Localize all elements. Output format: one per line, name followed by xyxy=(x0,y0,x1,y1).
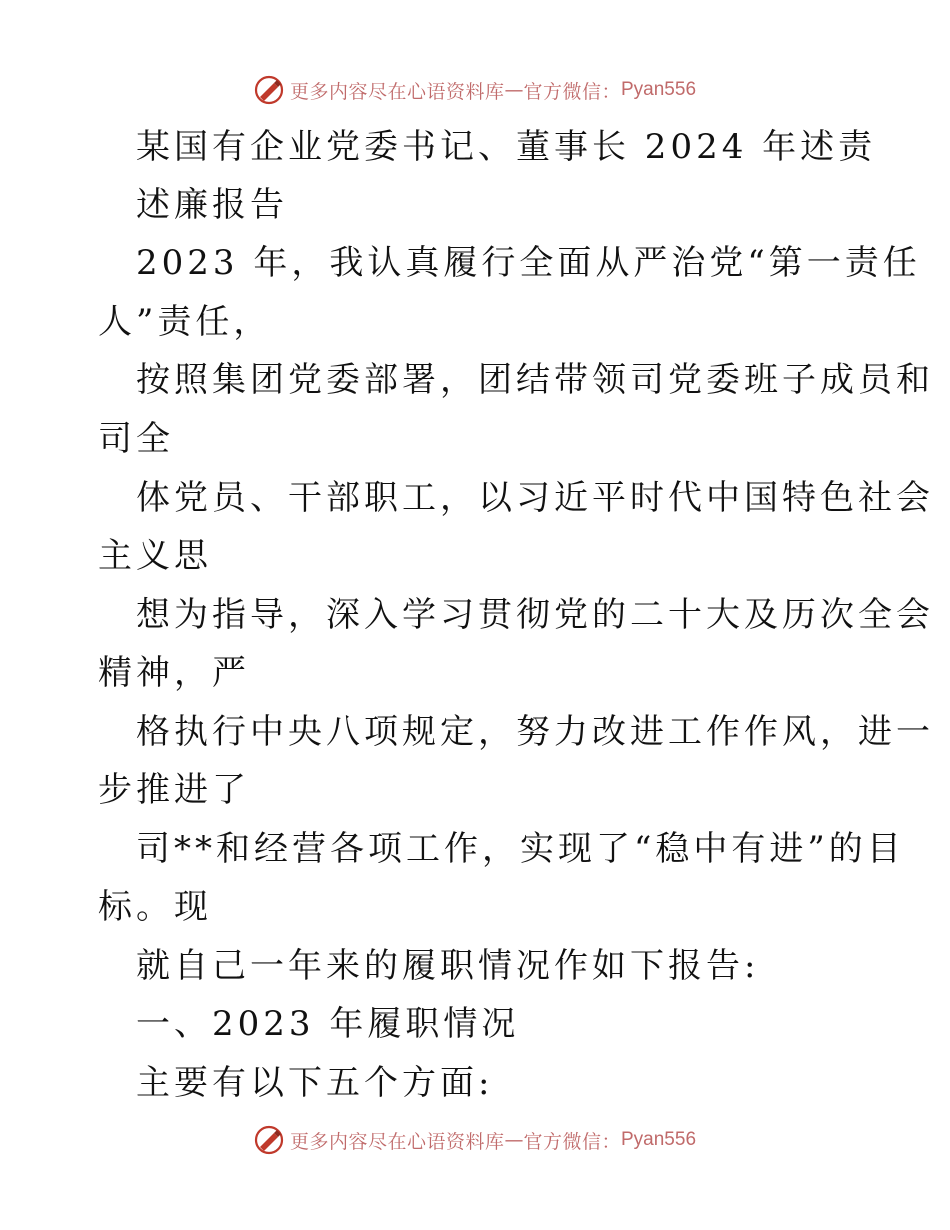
paragraph-line: 体党员、干部职工，以习近平时代中国特色社会 xyxy=(136,478,934,518)
paragraph-line: 人”责任， xyxy=(98,302,272,342)
banner-text: 更多内容尽在心语资料库 xyxy=(289,1130,505,1153)
banner-separator: — xyxy=(504,1129,524,1151)
document-title-line-1: 某国有企业党委书记、董事长 2024 年述责 xyxy=(136,127,877,167)
paragraph-line: 主义思 xyxy=(98,536,212,576)
paragraph-line: 格执行中央八项规定，努力改进工作作风，进一 xyxy=(136,712,934,752)
banner-wechat-label: 官方微信： xyxy=(523,80,621,103)
banner-wechat-label: 官方微信： xyxy=(523,1130,621,1153)
paragraph-line: 主要有以下五个方面: xyxy=(136,1063,494,1103)
paragraph-line: 精神，严 xyxy=(98,653,250,693)
banner-wechat-id: Pyan556 xyxy=(621,1129,697,1150)
paragraph-line: 步推进了 xyxy=(98,770,250,810)
banner-separator: — xyxy=(504,79,524,101)
document-title-line-2: 述廉报告 xyxy=(136,185,288,225)
pen-logo-icon xyxy=(254,75,284,105)
paragraph-line: 标。现 xyxy=(98,887,212,927)
section-heading: 一、2023 年履职情况 xyxy=(136,1004,520,1044)
banner-text: 更多内容尽在心语资料库 xyxy=(289,80,505,103)
paragraph-line: 想为指导，深入学习贯彻党的二十大及历次全会 xyxy=(136,595,934,635)
paragraph-line: 2023 年，我认真履行全面从严治党“第一责任 xyxy=(136,243,921,283)
header-watermark-banner xyxy=(0,70,950,110)
footer-watermark-banner xyxy=(0,1120,950,1160)
paragraph-line: 按照集团党委部署，团结带领司党委班子成员和 xyxy=(136,360,934,400)
paragraph-line: 司**和经营各项工作，实现了“稳中有进”的目 xyxy=(136,829,905,869)
paragraph-line: 司全 xyxy=(98,419,174,459)
paragraph-line: 就自己一年来的履职情况作如下报告: xyxy=(136,946,760,986)
banner-wechat-id: Pyan556 xyxy=(621,79,697,100)
pen-logo-icon xyxy=(254,1125,284,1155)
